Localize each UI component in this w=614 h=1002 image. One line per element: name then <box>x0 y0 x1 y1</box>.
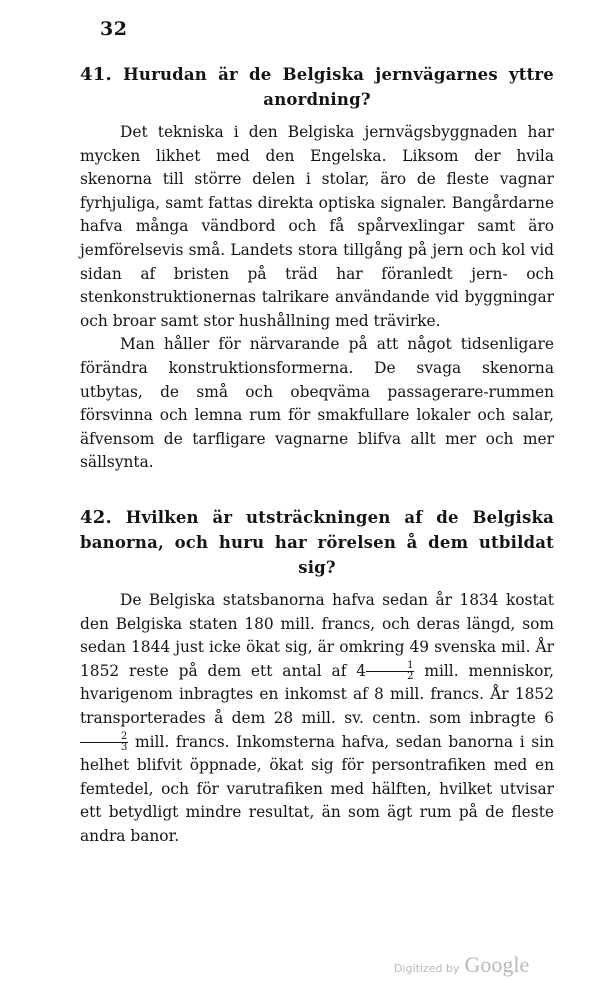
section-number: 42. <box>80 507 112 528</box>
paragraph-text: De Belgiska statsbanorna hafva sedan år 1834 kostat den Belgiska staten 180 mill. francs, och deras längd, som sedan 1844 just icke ökat sig, är omkring 49 svenska mil. År 1852 reste på dem ett antal af 4 <box>80 591 554 680</box>
section-heading <box>80 505 554 580</box>
paragraph: Man håller för närvarande på att något tidsenligare förändra konstruktionsformerna. De svaga skenorna utbytas, de små och obeqväma passagerare-rummen försvinna och lemna rum för smakfullare lokaler och salar, äfvensom de tarfligare vagnarne blifva allt mer och mer sällsynta. <box>80 335 554 472</box>
paragraph-text: mill. francs. Inkomsterna hafva, sedan banorna i sin helhet blifvit öppnade, ökat sig för persontrafiken med en femtedel, och för varutrafiken med hälften, hvilket utvisar ett betydligt mindre resultat, än som ägt rum på de fleste andra banor. <box>80 732 554 845</box>
paragraph <box>80 589 554 849</box>
paragraph: Det tekniska i den Belgiska jernvägsbyggnaden har mycken likhet med den Engelska. Liksom der hvila skenorna till större delen i stolar, äro de fleste vagnar fyrhjuliga, samt fattas direkta optiska signaler. Bangårdarne hafva många vändbord och få spårvexlingar samt äro jemförelsevis små. Landets stora tillgång på jern och kol vid sidan af bristen på träd har föranledt jern- och stenkonstruktionernas talrikare användande vid byggningar och broar samt stor hushållning med trävirke. <box>80 123 554 330</box>
section-number: 41. <box>80 64 112 85</box>
fraction-denominator: 2 <box>407 671 414 683</box>
page-number: 32 <box>100 18 128 40</box>
section-title: Hvilken är utsträckningen af de Belgiska banorna, och huru har rörelsen å dem utbildat sig? <box>80 508 555 577</box>
google-logo: Google <box>464 952 530 977</box>
fraction-denominator: 3 <box>121 742 128 754</box>
fraction-numerator: 2 <box>80 732 128 743</box>
fraction-numerator: 1 <box>366 661 414 672</box>
fraction <box>80 732 128 753</box>
section-heading <box>80 62 554 112</box>
section-41 <box>80 62 554 475</box>
section-42 <box>80 505 554 849</box>
section-title: Hurudan är de Belgiska jernvägarnes yttre anordning? <box>123 65 555 109</box>
digitized-by-watermark <box>394 952 529 978</box>
fraction <box>366 661 414 682</box>
digitized-by-text: Digitized by <box>394 962 460 975</box>
paragraph-text: mill. menniskor, hvarigenom inbragtes en inkomst af 8 mill. francs. År 1852 transporterades å dem 28 mill. sv. centn. som inbragte 6 <box>80 661 554 727</box>
